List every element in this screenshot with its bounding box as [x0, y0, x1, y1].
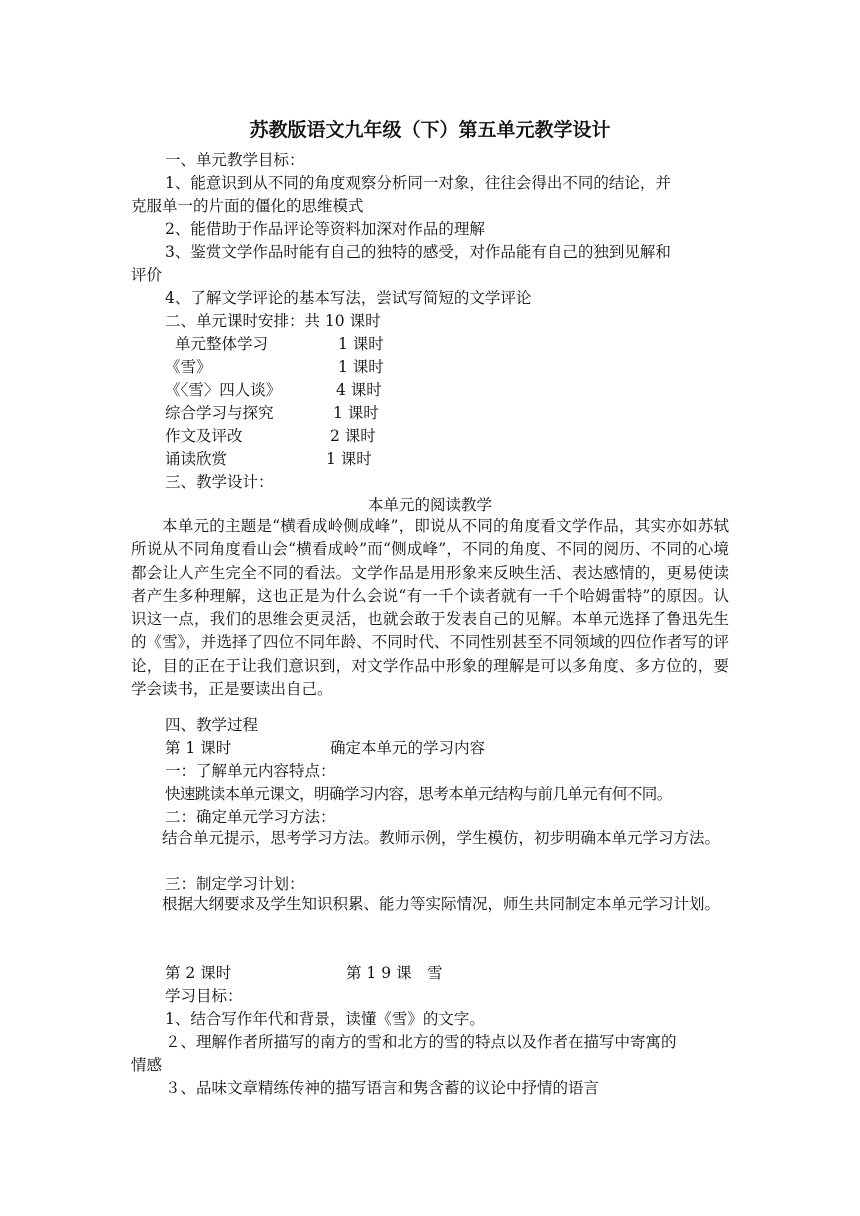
schedule-item: 综合学习与探究 — [165, 404, 274, 422]
goal-3-line-1: 3、鉴赏文学作品时能有自己的独特的感受，对作品能有自己的独到见解和 — [165, 243, 671, 261]
objectives-heading: 学习目标： — [165, 987, 243, 1005]
step-1-text: 快速跳读本单元课文，明确学习内容，思考本单元结构与前几单元有何不同。 — [165, 785, 672, 803]
goal-4: 4、了解文学评论的基本写法，尝试写简短的文学评论 — [165, 289, 532, 307]
subsection-title-reading: 本单元的阅读教学 — [367, 496, 492, 514]
schedule-hours: 2 课时 — [330, 427, 376, 445]
step-3-heading: 三：制定学习计划： — [165, 875, 305, 893]
page-title: 苏教版语文九年级（下）第五单元教学设计 — [249, 119, 611, 141]
schedule-item: 《雪》 — [165, 358, 212, 376]
goal-2: 2、能借助于作品评论等资料加深对作品的理解 — [165, 220, 485, 238]
schedule-item: 《〈雪〉四人谈》 — [165, 381, 282, 399]
lesson-1-topic: 确定本单元的学习内容 — [330, 739, 486, 757]
lesson-1-label: 第 1 课时 — [165, 739, 232, 757]
step-2-text: 结合单元提示，思考学习方法。教师示例，学生模仿，初步明确本单元学习方法。 — [162, 829, 721, 847]
section-heading-schedule: 二、单元课时安排：共 10 课时 — [165, 312, 381, 330]
reading-paragraph: 本单元的主题是“横看成岭侧成峰”，即说从不同的角度看文学作品，其实亦如苏轼所说从不同角度看山会“横看成岭”而“侧成峰”，不同的角度、不同的阅历、不同的心境都会让人产生完全不同的看法。文学作品是用形象来反映生活、表达感情的，更易使读者产生多种理解，这也正是为什么会说“有一千个读者就有一千个哈姆雷特”的原因。认识这一点，我们的思维会更灵活，也就会敢于发表自己的见解。本单元选择了鲁迅先生的《雪》，并选择了四位不同年龄、不同时代、不同性别甚至不同领域的四位作者写的评论，目的正在于让我们意识到，对文学作品中形象的理解是可以多角度、多方位的，要学会读书，正是要读出自己。 — [131, 517, 729, 699]
lesson-2-topic: 第 1 9 课 雪 — [346, 964, 443, 982]
schedule-item: 单元整体学习 — [175, 335, 269, 353]
section-heading-design: 三、教学设计： — [165, 473, 274, 491]
schedule-hours: 1 课时 — [338, 335, 384, 353]
goal-1-line-2: 克服单一的片面的僵化的思维模式 — [131, 197, 364, 215]
objective-3: ３、品味文章精练传神的描写语言和隽含蓄的议论中抒情的语言 — [165, 1079, 600, 1097]
goal-1-line-1: 1、能意识到从不同的角度观察分析同一对象，往往会得出不同的结论，并 — [165, 174, 671, 192]
section-heading-goals: 一、单元教学目标： — [165, 151, 305, 169]
step-3-text: 根据大纲要求及学生知识积累、能力等实际情况，师生共同制定本单元学习计划。 — [162, 895, 721, 913]
schedule-hours: 1 课时 — [338, 358, 384, 376]
objective-1: 1、结合写作年代和背景，读懂《雪》的文字。 — [165, 1010, 485, 1028]
step-2-heading: 二：确定单元学习方法： — [165, 808, 336, 826]
lesson-2-label: 第 2 课时 — [165, 964, 232, 982]
objective-2-line-2: 情感 — [131, 1056, 163, 1074]
step-1-heading: 一：了解单元内容特点： — [165, 762, 336, 780]
schedule-hours: 1 课时 — [326, 450, 372, 468]
objective-2-line-1: ２、理解作者所描写的南方的雪和北方的雪的特点以及作者在描写中寄寓的 — [165, 1033, 677, 1051]
section-heading-process: 四、教学过程 — [165, 716, 259, 734]
schedule-item: 作文及评改 — [165, 427, 243, 445]
schedule-item: 诵读欣赏 — [165, 450, 228, 468]
schedule-hours: 1 课时 — [333, 404, 379, 422]
schedule-hours: 4 课时 — [336, 381, 382, 399]
goal-3-line-2: 评价 — [131, 266, 163, 284]
